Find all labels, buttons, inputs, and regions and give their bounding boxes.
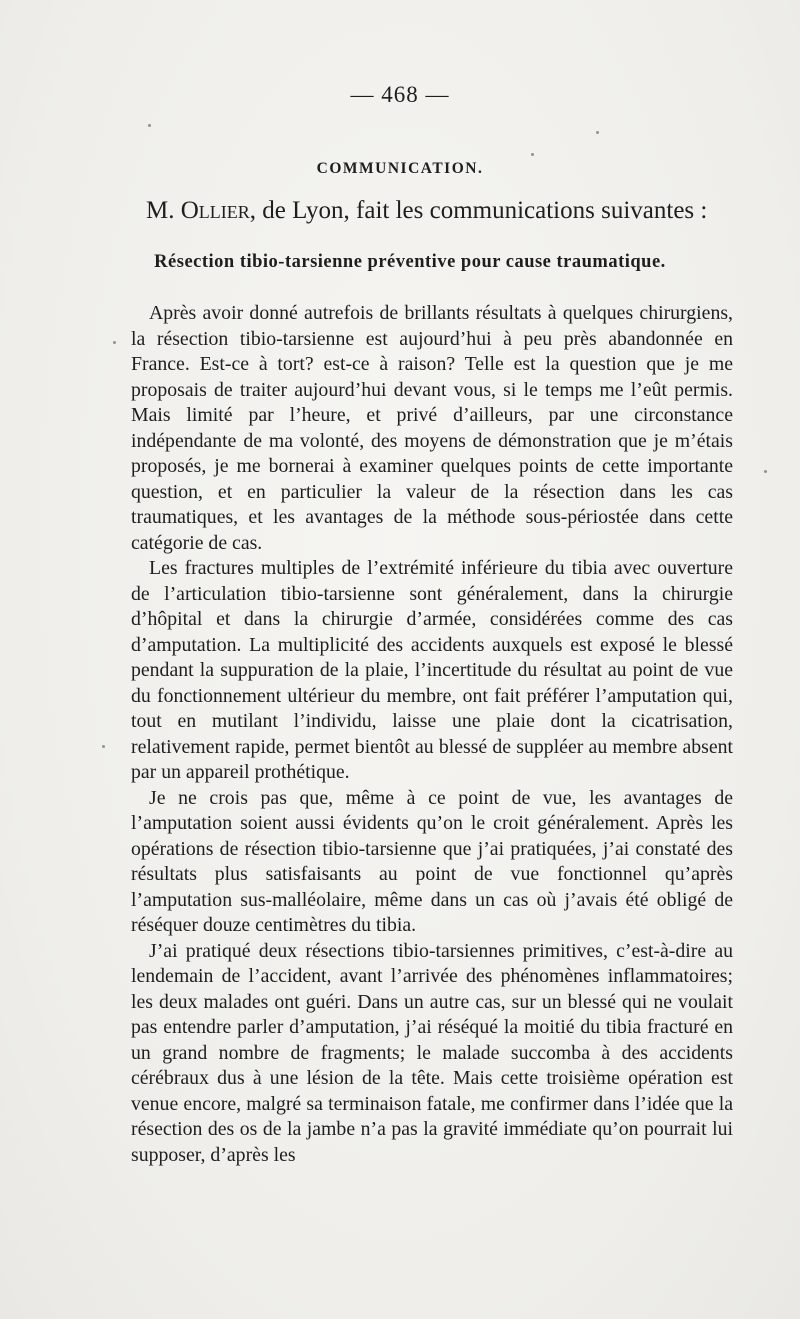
paper-speck bbox=[113, 341, 116, 344]
paragraph-4: J’ai pratiqué deux résections tibio-tarsiennes primitives, c’est-à-dire au lendemain de l’accident, avant l’arrivée des phénomènes inflammatoires; les deux malades ont guéri. Dans un autre cas, sur un blessé qui ne voulait pas entendre parler d’amputation, j’ai réséqué la moitié du tibia fracturé en un grand nombre de fragments; le malade succomba à des accidents cérébraux dus à une lésion de la tête. Mais cette troisième opération est venue encore, malgré sa terminaison fatale, me confirmer dans l’idée que la résection des os de la jambe n’a pas la gravité immédiate qu’on pourrait lui supposer, d’après les bbox=[131, 939, 733, 1166]
paper-speck bbox=[148, 124, 151, 127]
paper-speck bbox=[102, 745, 105, 748]
author-line bbox=[146, 197, 706, 225]
body-text bbox=[131, 301, 733, 1168]
paragraph-1: Après avoir donné autrefois de brillants résultats à quelques chirurgiens, la résection tibio-tarsienne est aujourd’hui à peu près abandonnée en France. Est-ce à tort? est-ce à raison? Telle est la question que je me proposais de traiter aujourd’hui devant vous, si le temps me l’eût permis. Mais limité par l’heure, et privé d’ailleurs, par une circonstance indépendante de ma volonté, des moyens de démonstration que je m’étais proposés, je me bornerai à examiner quelques points de cette importante question, et en particulier la valeur de la résection dans les cas traumatiques, et les avantages de la méthode sous-périostée dans cette catégorie de cas. bbox=[131, 302, 733, 554]
page-number: — 468 — bbox=[350, 82, 450, 107]
author-name: Ollier, bbox=[180, 197, 257, 224]
paper-speck bbox=[531, 153, 534, 156]
section-heading: COMMUNICATION. bbox=[316, 160, 484, 177]
article-title: Résection tibio-tarsienne préventive pour cause traumatique. bbox=[154, 252, 666, 272]
paragraph-3: Je ne crois pas que, même à ce point de vue, les avantages de l’amputation soient aussi évidents qu’on le croit généralement. Après les opérations de résection tibio-tarsienne que j’ai pratiquées, j’ai constaté des résultats plus satisfaisants au point de vue fonctionnel qu’après l’amputation sus-malléolaire, même dans un cas où j’avais été obligé de réséquer douze centimètres du tibia. bbox=[131, 786, 733, 936]
author-suffix: de Lyon, fait les communications suivantes : bbox=[262, 197, 708, 224]
paper-speck bbox=[764, 470, 767, 473]
paper-speck bbox=[596, 131, 599, 134]
paragraph-2: Les fractures multiples de l’extrémité inférieure du tibia avec ouverture de l’articulation tibio-tarsienne sont généralement, dans la chirurgie d’hôpital et dans la chirurgie d’armée, considérées comme des cas d’amputation. La multiplicité des accidents auxquels est exposé le blessé pendant la suppuration de la plaie, l’incertitude du résultat au point de vue du fonctionnement ultérieur du membre, ont fait préférer l’amputation qui, tout en mutilant l’individu, laisse une plaie dont la cicatrisation, relativement rapide, permet bientôt au blessé de suppléer au membre absent par un appareil prothétique. bbox=[131, 557, 733, 783]
author-prefix: M. bbox=[146, 197, 175, 224]
